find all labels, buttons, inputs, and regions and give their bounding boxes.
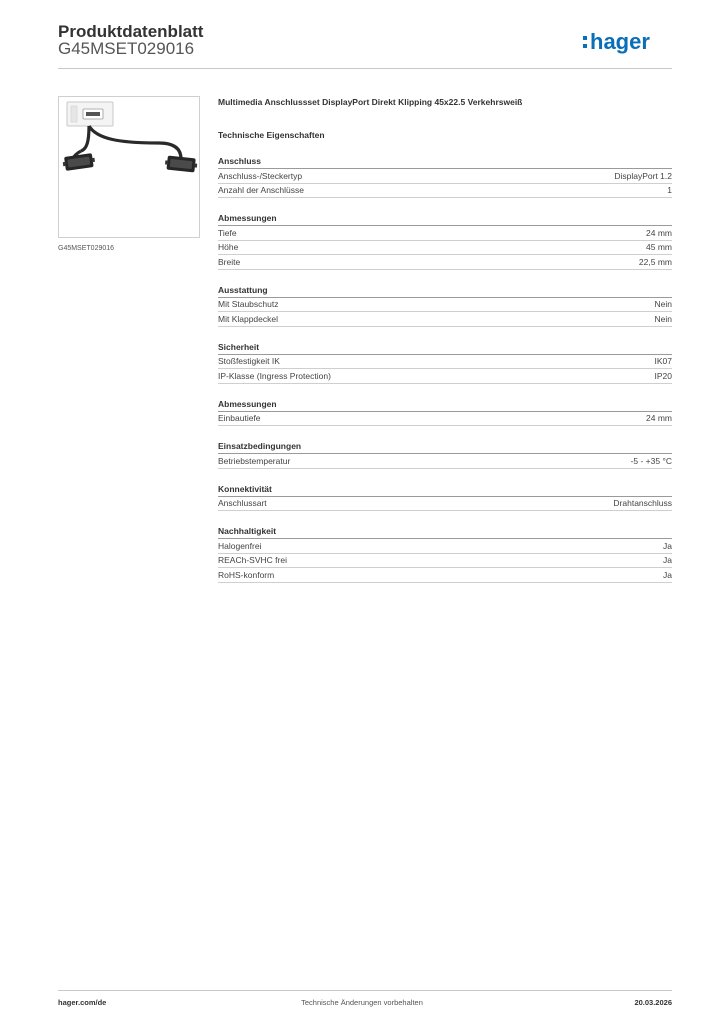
spec-value: IK07 [654,356,672,366]
spec-group-konnektivitaet [218,483,672,512]
spec-row [218,255,672,270]
spec-label: Mit Staubschutz [218,299,279,309]
spec-value: Ja [663,555,672,565]
spec-row [218,454,672,469]
spec-row [218,497,672,512]
spec-label: IP-Klasse (Ingress Protection) [218,370,331,381]
spec-value: 24 mm [646,227,672,238]
spec-row [218,184,672,199]
technical-properties-heading: Technische Eigenschaften [218,130,325,140]
spec-value: 22,5 mm [638,256,672,267]
spec-group-ausstattung [218,284,672,327]
product-name: Multimedia Anschlussset DisplayPort Direkt Klipping 45x22.5 Verkehrsweiß [218,97,523,107]
spec-group-title: Nachhaltigkeit [218,525,672,539]
spec-group-abmessungen [218,212,672,270]
spec-label: Höhe [218,242,239,252]
spec-group-anschluss [218,155,672,198]
spec-group-einsatzbedingungen [218,440,672,469]
spec-row [218,226,672,241]
page-title: Produktdatenblatt [58,22,204,41]
spec-value: 45 mm [646,242,672,252]
spec-group-title: Anschluss [218,155,672,169]
footer-website-link[interactable]: hager.com/de [58,998,107,1007]
spec-label: Anschluss-/Steckertyp [218,170,303,181]
spec-value: Ja [663,540,672,551]
spec-label: Mit Klappdeckel [218,313,279,324]
spec-row [218,312,672,327]
footer-divider [58,990,672,991]
spec-group-title: Ausstattung [218,284,672,298]
spec-group-abmessungen-einbau [218,398,672,427]
product-image-caption: G45MSET029016 [58,245,115,252]
spec-value: IP20 [654,370,672,381]
spec-label: REACh-SVHC frei [218,555,287,565]
spec-row [218,554,672,569]
spec-label: Anzahl der Anschlüsse [218,185,304,195]
spec-label: Stoßfestigkeit IK [218,356,280,366]
spec-group-sicherheit [218,341,672,384]
spec-label: Halogenfrei [218,540,262,551]
spec-value: 24 mm [646,413,672,423]
spec-value: 1 [667,185,672,195]
spec-label: Einbautiefe [218,413,261,423]
spec-row [218,568,672,583]
footer-disclaimer: Technische Änderungen vorbehalten [301,998,423,1007]
spec-row [218,412,672,427]
spec-group-nachhaltigkeit [218,525,672,583]
spec-label: RoHS-konform [218,569,275,580]
spec-group-title: Sicherheit [218,341,672,355]
spec-row [218,355,672,370]
spec-label: Tiefe [218,227,237,238]
header-divider [58,68,672,69]
spec-row [218,298,672,313]
spec-group-title: Abmessungen [218,398,672,412]
spec-group-title: Einsatzbedingungen [218,440,672,454]
logo-text: hager [590,29,650,54]
spec-value: -5 - +35 °C [630,455,672,466]
product-image-frame [58,96,200,238]
hager-logo [582,27,672,57]
spec-section [218,96,672,583]
spec-group-title: Konnektivität [218,483,672,497]
spec-row [218,169,672,184]
spec-value: Ja [663,569,672,580]
spec-value: Nein [654,313,672,324]
spec-row [218,241,672,256]
spec-value: DisplayPort 1.2 [614,170,672,181]
footer-date: 20.03.2026 [634,998,672,1007]
spec-label: Anschlussart [218,498,267,508]
spec-label: Breite [218,256,241,267]
spec-group-title: Abmessungen [218,212,672,226]
spec-row [218,369,672,384]
spec-value: Nein [654,299,672,309]
spec-value: Drahtanschluss [613,498,672,508]
product-code: G45MSET029016 [58,39,195,58]
displayport-cable-icon [59,97,199,237]
spec-label: Betriebstemperatur [218,455,291,466]
spec-row [218,539,672,554]
